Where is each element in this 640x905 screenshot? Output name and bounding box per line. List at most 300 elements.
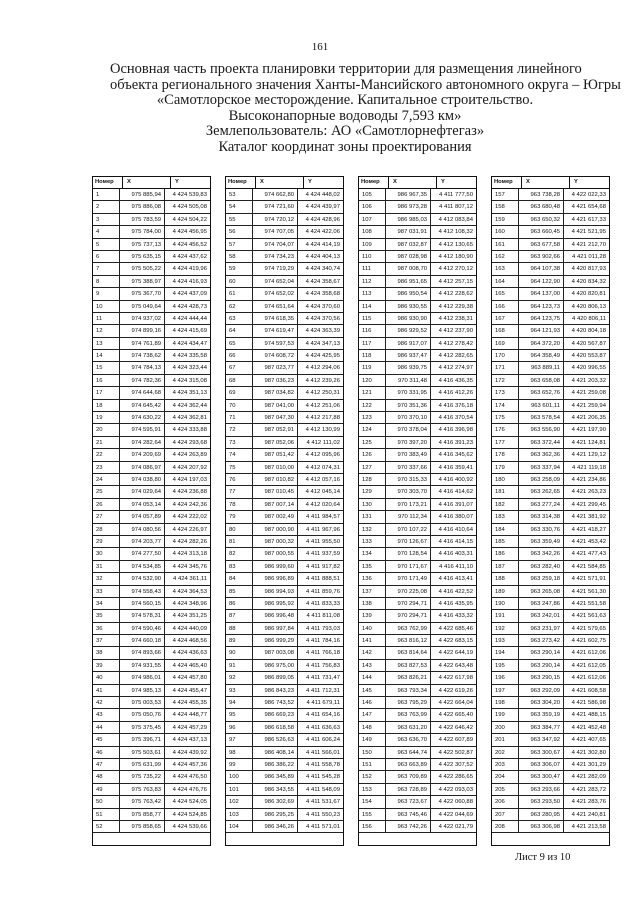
table-row — [359, 672, 476, 684]
point-number: 64 — [226, 325, 253, 336]
coord-y: 4 421 617,33 — [571, 216, 606, 223]
coord-y: 4 424 358,68 — [305, 291, 340, 298]
coord-y: 4 420 806,13 — [571, 303, 606, 310]
table-row — [359, 437, 476, 449]
table-row — [492, 251, 609, 263]
point-number: 145 — [359, 685, 386, 696]
coord-x: 987 000,55 — [253, 548, 298, 559]
coord-x: 987 052,91 — [253, 424, 298, 435]
table-row — [226, 288, 343, 300]
point-number: 96 — [226, 722, 253, 733]
coord-x: 975 784,00 — [120, 226, 165, 237]
coord-y: 4 421 488,15 — [571, 712, 606, 719]
coordinate-table — [491, 176, 610, 846]
coord-x: 975 737,13 — [120, 239, 165, 250]
coord-x: 963 816,12 — [386, 635, 431, 646]
coord-x: 974 782,36 — [120, 375, 165, 386]
coord-x: 974 619,47 — [253, 325, 298, 336]
coord-y: 4 416 400,92 — [438, 476, 473, 483]
coord-y: 4 424 263,89 — [172, 452, 207, 459]
coord-x: 975 049,64 — [120, 301, 165, 312]
point-number: 94 — [226, 697, 253, 708]
coord-x: 987 041,00 — [253, 400, 298, 411]
coord-y: 4 416 370,54 — [438, 415, 473, 422]
coord-x: 974 761,89 — [120, 338, 165, 349]
coord-y: 4 411 917,82 — [306, 563, 340, 570]
coord-x: 970 303,70 — [386, 486, 431, 497]
coord-y: 4 424 313,18 — [172, 551, 207, 558]
coord-y: 4 424 437,09 — [172, 291, 207, 298]
point-number: 26 — [93, 499, 120, 510]
coord-x: 970 337,66 — [386, 462, 431, 473]
point-number: 28 — [93, 524, 120, 535]
table-row — [226, 697, 343, 709]
point-number: 146 — [359, 697, 386, 708]
coord-x: 974 652,02 — [253, 288, 298, 299]
table-row — [226, 189, 343, 201]
table-row — [492, 548, 609, 560]
table-row — [492, 697, 609, 709]
table-row — [492, 722, 609, 734]
coord-y: 4 412 130,99 — [305, 427, 340, 434]
point-number: 136 — [359, 573, 386, 584]
coord-y: 4 412 130,65 — [438, 241, 473, 248]
coord-x: 970 315,33 — [386, 474, 431, 485]
point-number: 111 — [359, 263, 386, 274]
coord-y: 4 411 571,01 — [306, 823, 340, 830]
point-number: 83 — [226, 561, 253, 572]
coord-y: 4 411 984,57 — [306, 514, 340, 521]
coord-y: 4 424 439,92 — [172, 749, 207, 756]
coord-y: 4 421 119,18 — [572, 464, 606, 471]
coord-x: 986 917,07 — [386, 338, 431, 349]
coord-y: 4 424 440,09 — [172, 625, 207, 632]
point-number: 88 — [226, 623, 253, 634]
table-row — [226, 201, 343, 213]
point-number: 13 — [93, 338, 120, 349]
coord-y: 4 416 436,35 — [438, 377, 473, 384]
coord-y: 4 421 206,35 — [571, 415, 606, 422]
point-number: 25 — [93, 486, 120, 497]
document-heading — [110, 61, 621, 155]
point-number: 8 — [93, 276, 120, 287]
coord-x: 987 000,32 — [253, 536, 298, 547]
table-row — [492, 214, 609, 226]
coord-y: 4 411 955,50 — [306, 538, 340, 545]
point-number: 21 — [93, 437, 120, 448]
table-row — [226, 771, 343, 783]
coord-y: 4 416 414,62 — [438, 489, 473, 496]
point-number: 42 — [93, 697, 120, 708]
coord-x: 964 122,90 — [519, 276, 564, 287]
coord-x: 975 783,59 — [120, 214, 165, 225]
coord-y: 4 412 282,65 — [438, 353, 473, 360]
coord-y: 4 421 608,58 — [571, 687, 606, 694]
coord-x: 974 086,97 — [120, 462, 165, 473]
table-row — [359, 189, 476, 201]
coord-x: 975 858,77 — [120, 809, 165, 820]
coord-x: 987 010,45 — [253, 486, 298, 497]
point-number: 119 — [359, 362, 386, 373]
coord-x: 986 930,90 — [386, 313, 431, 324]
table-row — [359, 561, 476, 573]
table-row — [93, 362, 210, 374]
coord-x: 963 384,77 — [519, 722, 564, 733]
coord-x: 970 311,48 — [386, 375, 431, 386]
point-number: 127 — [359, 462, 386, 473]
coord-y: 4 416 414,15 — [438, 538, 473, 545]
coord-y: 4 424 363,39 — [305, 328, 340, 335]
point-number: 206 — [492, 796, 519, 807]
coord-y: 4 424 315,08 — [172, 377, 207, 384]
table-row — [492, 511, 609, 523]
coord-y: 4 412 111,02 — [306, 439, 340, 446]
table-row — [93, 226, 210, 238]
table-row — [492, 536, 609, 548]
table-row — [93, 387, 210, 399]
point-number: 9 — [93, 288, 120, 299]
table-row — [226, 449, 343, 461]
coord-y: 4 416 380,07 — [438, 514, 473, 521]
coord-x: 970 383,49 — [386, 449, 431, 460]
coord-y: 4 421 521,95 — [571, 229, 606, 236]
coord-x: 970 126,67 — [386, 536, 431, 547]
point-number: 118 — [359, 350, 386, 361]
table-row — [226, 276, 343, 288]
table-row — [226, 362, 343, 374]
coord-x: 986 743,52 — [253, 697, 298, 708]
coord-x: 974 597,53 — [253, 338, 298, 349]
coord-y: 4 424 468,56 — [172, 638, 207, 645]
coord-x: 974 618,35 — [253, 313, 298, 324]
table-row — [359, 387, 476, 399]
table-row — [492, 809, 609, 821]
coord-y: 4 412 274,97 — [438, 365, 473, 372]
coord-x: 963 814,64 — [386, 647, 431, 658]
coord-y: 4 421 561,30 — [571, 588, 606, 595]
coord-y: 4 421 213,58 — [571, 823, 606, 830]
coord-y: 4 420 820,81 — [571, 291, 606, 298]
table-row — [492, 524, 609, 536]
table-row — [492, 573, 609, 585]
point-number: 34 — [93, 598, 120, 609]
coord-y: 4 421 418,27 — [571, 526, 606, 533]
point-number: 29 — [93, 536, 120, 547]
coord-y: 4 424 425,95 — [305, 353, 340, 360]
coord-y: 4 411 558,78 — [306, 761, 340, 768]
coord-x: 986 999,60 — [253, 561, 298, 572]
coord-y: 4 416 396,98 — [438, 427, 473, 434]
coord-x: 963 290,15 — [519, 672, 564, 683]
table-row — [359, 201, 476, 213]
table-row — [93, 412, 210, 424]
coord-y: 4 412 083,84 — [438, 216, 473, 223]
table-row — [492, 660, 609, 672]
point-number: 122 — [359, 400, 386, 411]
table-row — [492, 499, 609, 511]
table-row — [226, 784, 343, 796]
coord-x: 975 885,94 — [120, 189, 165, 200]
coord-y: 4 416 359,41 — [438, 464, 473, 471]
table-row — [226, 623, 343, 635]
point-number: 41 — [93, 685, 120, 696]
coord-y: 4 421 452,48 — [571, 724, 606, 731]
sheet-label: Лист 9 из 10 — [515, 852, 571, 863]
table-row — [359, 610, 476, 622]
coord-y: 4 421 259,94 — [571, 402, 606, 409]
point-number: 73 — [226, 437, 253, 448]
coord-y: 4 422 060,88 — [438, 799, 473, 806]
coord-x: 986 343,55 — [253, 784, 298, 795]
coord-x: 964 123,73 — [519, 301, 564, 312]
point-number: 18 — [93, 400, 120, 411]
coord-y: 4 420 806,11 — [572, 315, 606, 322]
coord-y: 4 411 545,28 — [306, 774, 340, 781]
coord-x: 963 827,53 — [386, 660, 431, 671]
coord-x: 974 029,64 — [120, 486, 165, 497]
coord-y: 4 412 074,31 — [305, 464, 340, 471]
point-number: 11 — [93, 313, 120, 324]
coord-x: 963 652,76 — [519, 387, 564, 398]
table-row — [93, 635, 210, 647]
table-row — [492, 400, 609, 412]
point-number: 4 — [93, 226, 120, 237]
coord-y: 4 416 376,18 — [438, 402, 473, 409]
coord-x: 963 262,65 — [519, 486, 564, 497]
table-row — [492, 647, 609, 659]
coord-y: 4 421 586,98 — [571, 700, 606, 707]
coord-x: 963 889,11 — [519, 362, 564, 373]
table-row — [492, 276, 609, 288]
coord-y: 4 411 811,08 — [306, 613, 340, 620]
coord-y: 4 424 419,96 — [172, 266, 207, 273]
coord-y: 4 421 302,80 — [571, 749, 606, 756]
point-number: 142 — [359, 647, 386, 658]
table-row — [359, 226, 476, 238]
table-row — [226, 338, 343, 350]
table-row — [359, 784, 476, 796]
coord-y: 4 422 093,03 — [438, 786, 473, 793]
coord-y: 4 420 817,93 — [571, 266, 606, 273]
table-row — [226, 412, 343, 424]
point-number: 107 — [359, 214, 386, 225]
point-number: 15 — [93, 362, 120, 373]
coord-x: 970 331,95 — [386, 387, 431, 398]
point-number: 76 — [226, 474, 253, 485]
coord-y: 4 422 607,89 — [438, 737, 473, 744]
coord-x: 963 290,14 — [519, 660, 564, 671]
coord-y: 4 424 439,97 — [305, 204, 340, 211]
table-row — [359, 524, 476, 536]
coord-x: 963 342,26 — [519, 548, 564, 559]
coord-x: 974 985,13 — [120, 685, 165, 696]
point-number: 113 — [359, 288, 386, 299]
coord-y: 4 412 238,31 — [438, 315, 473, 322]
coord-y: 4 424 348,96 — [172, 600, 207, 607]
coord-x: 986 345,89 — [253, 771, 298, 782]
coord-y: 4 411 531,67 — [306, 799, 340, 806]
table-row — [492, 424, 609, 436]
point-number: 62 — [226, 301, 253, 312]
coord-y: 4 421 561,63 — [571, 613, 606, 620]
table-row — [492, 610, 609, 622]
coord-y: 4 411 731,47 — [306, 675, 340, 682]
header-number: Номер — [359, 177, 389, 188]
point-number: 46 — [93, 747, 120, 758]
coord-y: 4 424 504,22 — [172, 216, 207, 223]
table-row — [492, 747, 609, 759]
coord-x: 974 937,02 — [120, 313, 165, 324]
header-number: Номер — [93, 177, 123, 188]
point-number: 33 — [93, 586, 120, 597]
coord-y: 4 424 437,13 — [172, 737, 207, 744]
coord-y: 4 416 411,10 — [439, 563, 473, 570]
coord-y: 4 416 433,32 — [438, 613, 473, 620]
coord-x: 963 795,29 — [386, 697, 431, 708]
point-number: 22 — [93, 449, 120, 460]
coord-y: 4 421 612,06 — [571, 675, 606, 682]
coord-y: 4 421 654,68 — [571, 204, 606, 211]
coord-y: 4 421 282,09 — [571, 774, 606, 781]
table-row — [93, 449, 210, 461]
table-row — [226, 424, 343, 436]
coord-x: 986 999,29 — [253, 635, 298, 646]
table-row — [93, 759, 210, 771]
coord-x: 970 370,10 — [386, 412, 431, 423]
coord-y: 4 424 457,29 — [172, 724, 207, 731]
point-number: 116 — [359, 325, 386, 336]
table-row — [226, 400, 343, 412]
point-number: 52 — [93, 821, 120, 832]
table-row — [226, 573, 343, 585]
coord-y: 4 411 807,12 — [439, 204, 473, 211]
point-number: 24 — [93, 474, 120, 485]
coord-y: 4 421 263,23 — [571, 489, 606, 496]
table-row — [226, 462, 343, 474]
coord-x: 963 709,89 — [386, 771, 431, 782]
point-number: 2 — [93, 201, 120, 212]
point-number: 129 — [359, 486, 386, 497]
coord-y: 4 424 361,11 — [173, 576, 207, 583]
point-number: 53 — [226, 189, 253, 200]
table-row — [359, 263, 476, 275]
point-number: 152 — [359, 771, 386, 782]
table-row — [492, 201, 609, 213]
coord-x: 963 265,08 — [519, 586, 564, 597]
coord-y: 4 412 229,38 — [438, 303, 473, 310]
point-number: 109 — [359, 239, 386, 250]
coord-x: 963 300,67 — [519, 747, 564, 758]
coord-x: 963 293,66 — [519, 784, 564, 795]
coord-x: 987 010,00 — [253, 462, 298, 473]
coord-x: 963 293,50 — [519, 796, 564, 807]
table-row — [93, 586, 210, 598]
point-number: 154 — [359, 796, 386, 807]
point-number: 151 — [359, 759, 386, 770]
table-row — [492, 734, 609, 746]
coord-y: 4 412 278,42 — [438, 340, 473, 347]
coord-x: 970 397,20 — [386, 437, 431, 448]
point-number: 138 — [359, 598, 386, 609]
table-row — [226, 660, 343, 672]
table-row — [226, 251, 343, 263]
table-row — [359, 499, 476, 511]
point-number: 110 — [359, 251, 386, 262]
coord-y: 4 412 257,15 — [438, 278, 473, 285]
table-row — [93, 239, 210, 251]
table-row — [93, 548, 210, 560]
point-number: 48 — [93, 771, 120, 782]
coord-y: 4 411 833,33 — [306, 600, 340, 607]
table-row — [359, 350, 476, 362]
table-row — [93, 499, 210, 511]
point-number: 177 — [492, 437, 519, 448]
coord-x: 970 294,71 — [386, 610, 431, 621]
point-number: 85 — [226, 586, 253, 597]
coord-x: 974 053,14 — [120, 499, 165, 510]
coord-x: 986 995,92 — [253, 598, 298, 609]
heading-line: Высоконапорные водоводы 7,593 км» — [228, 107, 462, 124]
table-row — [492, 709, 609, 721]
table-row — [226, 635, 343, 647]
coord-x: 987 052,06 — [253, 437, 298, 448]
table-row — [359, 412, 476, 424]
point-number: 84 — [226, 573, 253, 584]
coord-x: 974 532,90 — [120, 573, 165, 584]
point-number: 166 — [492, 301, 519, 312]
point-number: 105 — [359, 189, 386, 200]
point-number: 167 — [492, 313, 519, 324]
point-number: 194 — [492, 647, 519, 658]
table-row — [226, 387, 343, 399]
table-row — [359, 486, 476, 498]
coord-x: 963 763,99 — [386, 709, 431, 720]
coord-y: 4 416 412,26 — [438, 390, 473, 397]
coordinate-table — [92, 176, 211, 846]
coord-y: 4 422 683,15 — [438, 638, 473, 645]
coord-y: 4 421 381,92 — [571, 514, 606, 521]
point-number: 19 — [93, 412, 120, 423]
table-row — [359, 821, 476, 833]
coord-y: 4 424 362,44 — [172, 402, 207, 409]
point-number: 78 — [226, 499, 253, 510]
coord-y: 4 421 579,65 — [571, 625, 606, 632]
coord-x: 974 893,66 — [120, 647, 165, 658]
point-number: 168 — [492, 325, 519, 336]
point-number: 14 — [93, 350, 120, 361]
point-number: 102 — [226, 796, 253, 807]
point-number: 190 — [492, 598, 519, 609]
table-row — [226, 536, 343, 548]
coord-x: 975 375,45 — [120, 722, 165, 733]
point-number: 182 — [492, 499, 519, 510]
coord-y: 4 424 456,95 — [172, 229, 207, 236]
point-number: 198 — [492, 697, 519, 708]
point-number: 39 — [93, 660, 120, 671]
coord-y: 4 424 323,44 — [172, 365, 207, 372]
coord-y: 4 421 612,06 — [571, 650, 606, 657]
point-number: 77 — [226, 486, 253, 497]
table-row — [93, 821, 210, 833]
heading-line: Основная часть проекта планировки территории для размещения линейного — [110, 61, 582, 77]
table-row — [226, 375, 343, 387]
coord-x: 987 002,49 — [253, 511, 298, 522]
coord-y: 4 411 793,03 — [306, 625, 340, 632]
heading-line: Землепользователь: АО «Самотлорнефтегаз» — [205, 123, 485, 139]
table-row — [492, 623, 609, 635]
table-row — [359, 239, 476, 251]
table-row — [359, 809, 476, 821]
